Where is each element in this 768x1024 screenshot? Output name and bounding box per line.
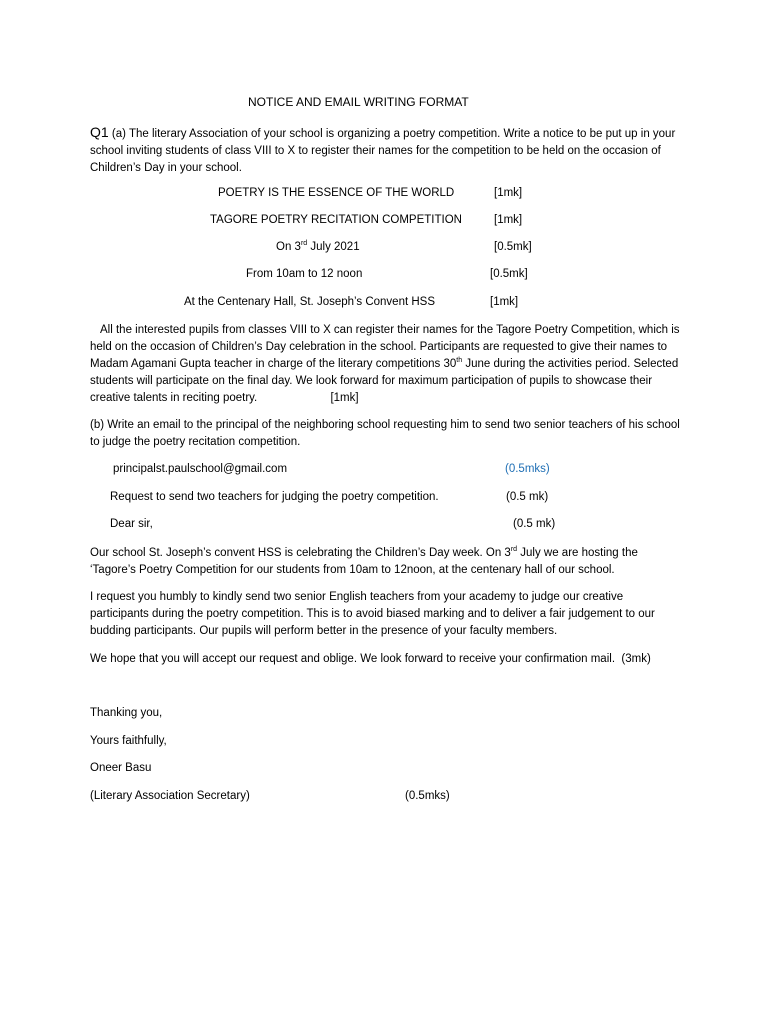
email-salutation-mark: (0.5 mk) <box>513 518 556 530</box>
notice-mark-3: [0.5mk] <box>494 241 532 253</box>
notice-line-1: POETRY IS THE ESSENCE OF THE WORLD <box>218 187 455 199</box>
signer-role: (Literary Association Secretary) <box>90 790 250 802</box>
question-1a <box>90 124 680 177</box>
signer-mark: (0.5mks) <box>405 790 450 802</box>
notice-mark-1: [1mk] <box>494 187 523 199</box>
email-paragraph-1: Our school St. Joseph’s convent HSS is celebrating the Children’s Day week. On 3rd July we are hosting the ‘Tagore’s Poetry Competition for our students from 10am to 12noon, at the centenary hall of our school. <box>90 546 638 576</box>
closing-faithfully: Yours faithfully, <box>90 735 167 747</box>
question-1a-text: The literary Association of your school is organizing a poetry competition. Write a notice to be put up in your school inviting students of class VIII to X to register their names for the competition to be held on the occasion of Children’s Day in your school. <box>90 128 676 174</box>
email-to-mark: (0.5mks) <box>505 463 550 475</box>
notice-line-5: At the Centenary Hall, St. Joseph’s Convent HSS <box>184 296 436 308</box>
notice-body: All the interested pupils from classes VIII to X can register their names for the Tagore Poetry Competition, which is held on the occasion of Children’s Day celebration in the school. Participants are requested to give their names to Madam Agamani Gupta teacher in charge of the literary competitions 30th June during the activities period. Selected students will participate on the final day. We look forward for maximum participation of pupils to showcase their creative talents in reciting poetry. [1mk] <box>90 322 680 407</box>
notice-line-3: On 3rd July 2021 <box>276 240 360 253</box>
email-salutation: Dear sir, <box>110 518 153 530</box>
part-a-label: (a) <box>111 128 126 140</box>
notice-body-mark: [1mk] <box>330 392 359 404</box>
email-paragraph-2: I request you humbly to kindly send two senior English teachers from your academy to judge our creative participants during the poetry competition. This is to avoid biased marking and to deliver a fair judgement to our budding participants. Our pupils will perform better in the presence of your faculty members. <box>90 591 655 637</box>
notice-line-2: TAGORE POETRY RECITATION COMPETITION <box>210 214 462 226</box>
email-subject: Request to send two teachers for judging the poetry competition. <box>110 491 439 503</box>
email-subject-mark: (0.5 mk) <box>506 491 549 503</box>
signer-name: Oneer Basu <box>90 762 152 774</box>
page-title: NOTICE AND EMAIL WRITING FORMAT <box>248 95 469 109</box>
notice-line-4: From 10am to 12 noon <box>246 268 363 280</box>
notice-mark-4: [0.5mk] <box>490 268 528 280</box>
closing-thanks: Thanking you, <box>90 707 163 719</box>
email-paragraph-3-mark: (3mk) <box>621 653 651 665</box>
question-1b: (b) Write an email to the principal of the neighboring school requesting him to send two senior teachers of his school to judge the poetry recitation competition. <box>90 419 680 448</box>
notice-mark-5: [1mk] <box>490 296 519 308</box>
email-paragraph-3: We hope that you will accept our request and oblige. We look forward to receive your confirmation mail. (3mk) <box>90 653 651 665</box>
notice-mark-2: [1mk] <box>494 214 523 226</box>
question-number: Q1 <box>90 124 109 140</box>
email-to: principalst.paulschool@gmail.com <box>113 463 288 475</box>
